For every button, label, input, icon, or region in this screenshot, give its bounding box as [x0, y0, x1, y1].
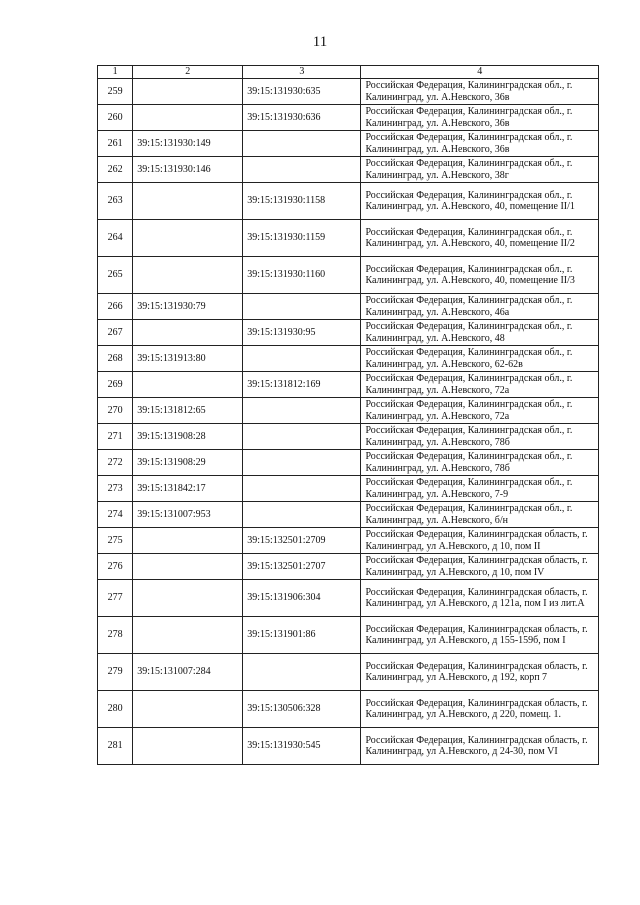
object-number-cell: 39:15:131930:545: [243, 728, 361, 765]
parcel-number-cell: [133, 372, 243, 398]
parcel-number-cell: 39:15:131930:149: [133, 131, 243, 157]
parcel-number-cell: [133, 617, 243, 654]
row-number-cell: 261: [98, 131, 133, 157]
address-cell: Российская Федерация, Калининградская обл., г. Калининград, ул. А.Невского, 40, помещение II/1: [361, 183, 599, 220]
address-cell: Российская Федерация, Калининградская область, г. Калининград, ул А.Невского, д 24-30, пом VI: [361, 728, 599, 765]
parcel-number-cell: 39:15:131842:17: [133, 476, 243, 502]
object-number-cell: 39:15:131812:169: [243, 372, 361, 398]
object-number-cell: 39:15:131930:635: [243, 79, 361, 105]
table-row: [98, 502, 599, 528]
address-cell: Российская Федерация, Калининградская обл., г. Калининград, ул. А.Невского, 72а: [361, 398, 599, 424]
object-number-cell: 39:15:131901:86: [243, 617, 361, 654]
row-number-cell: 271: [98, 424, 133, 450]
table-row: [98, 617, 599, 654]
address-cell: Российская Федерация, Калининградская обл., г. Калининград, ул. А.Невского, 36в: [361, 131, 599, 157]
parcel-number-cell: [133, 691, 243, 728]
row-number-cell: 279: [98, 654, 133, 691]
row-number-cell: 273: [98, 476, 133, 502]
row-number-cell: 260: [98, 105, 133, 131]
table-header-row: [98, 66, 599, 79]
object-number-cell: [243, 346, 361, 372]
table-row: [98, 131, 599, 157]
parcel-number-cell: [133, 257, 243, 294]
table-row: [98, 554, 599, 580]
object-number-cell: [243, 476, 361, 502]
address-cell: Российская Федерация, Калининградская обл., г. Калининград, ул. А.Невского, 36в: [361, 105, 599, 131]
address-cell: Российская Федерация, Калининградская обл., г. Калининград, ул. А.Невского, б/н: [361, 502, 599, 528]
table-row: [98, 476, 599, 502]
row-number-cell: 267: [98, 320, 133, 346]
row-number-cell: 268: [98, 346, 133, 372]
row-number-cell: 280: [98, 691, 133, 728]
address-cell: Российская Федерация, Калининградская обл., г. Калининград, ул. А.Невского, 78б: [361, 450, 599, 476]
object-number-cell: [243, 294, 361, 320]
object-number-cell: 39:15:131930:1160: [243, 257, 361, 294]
row-number-cell: 278: [98, 617, 133, 654]
table-row: [98, 79, 599, 105]
object-number-cell: 39:15:131906:304: [243, 580, 361, 617]
row-number-cell: 272: [98, 450, 133, 476]
table-row: [98, 320, 599, 346]
parcel-number-cell: [133, 554, 243, 580]
table-row: [98, 346, 599, 372]
address-cell: Российская Федерация, Калининградская обл., г. Калининград, ул. А.Невского, 62-62в: [361, 346, 599, 372]
column-header-3: 3: [243, 66, 361, 79]
parcel-number-cell: [133, 183, 243, 220]
parcel-number-cell: [133, 79, 243, 105]
page-number: 11: [312, 34, 328, 50]
address-cell: Российская Федерация, Калининградская область, г. Калининград, ул А.Невского, д 155-159б, пом I: [361, 617, 599, 654]
object-number-cell: 39:15:130506:328: [243, 691, 361, 728]
row-number-cell: 269: [98, 372, 133, 398]
row-number-cell: 259: [98, 79, 133, 105]
object-number-cell: [243, 424, 361, 450]
parcel-number-cell: 39:15:131908:28: [133, 424, 243, 450]
table-row: [98, 105, 599, 131]
parcel-number-cell: 39:15:131930:146: [133, 157, 243, 183]
row-number-cell: 264: [98, 220, 133, 257]
address-cell: Российская Федерация, Калининградская обл., г. Калининград, ул. А.Невского, 72а: [361, 372, 599, 398]
object-number-cell: [243, 450, 361, 476]
row-number-cell: 275: [98, 528, 133, 554]
parcel-number-cell: 39:15:131908:29: [133, 450, 243, 476]
parcel-number-cell: 39:15:131007:953: [133, 502, 243, 528]
registry-table-body: [98, 66, 599, 765]
address-cell: Российская Федерация, Калининградская обл., г. Калининград, ул. А.Невского, 48: [361, 320, 599, 346]
address-cell: Российская Федерация, Калининградская область, г. Калининград, ул А.Невского, д 10, пом II: [361, 528, 599, 554]
address-cell: Российская Федерация, Калининградская обл., г. Калининград, ул. А.Невского, 40, помещение II/2: [361, 220, 599, 257]
address-cell: Российская Федерация, Калининградская область, г. Калининград, ул А.Невского, д 220, помещ. 1.: [361, 691, 599, 728]
address-cell: Российская Федерация, Калининградская область, г. Калининград, ул А.Невского, д 10, пом IV: [361, 554, 599, 580]
table-row: [98, 157, 599, 183]
object-number-cell: [243, 654, 361, 691]
row-number-cell: 276: [98, 554, 133, 580]
row-number-cell: 270: [98, 398, 133, 424]
table-row: [98, 528, 599, 554]
column-header-1: 1: [98, 66, 133, 79]
parcel-number-cell: [133, 320, 243, 346]
table-row: [98, 294, 599, 320]
column-header-4: 4: [361, 66, 599, 79]
table-row: [98, 220, 599, 257]
row-number-cell: 263: [98, 183, 133, 220]
address-cell: Российская Федерация, Калининградская обл., г. Калининград, ул. А.Невского, 36в: [361, 79, 599, 105]
address-cell: Российская Федерация, Калининградская обл., г. Калининград, ул. А.Невского, 78б: [361, 424, 599, 450]
address-cell: Российская Федерация, Калининградская обл., г. Калининград, ул. А.Невского, 40, помещение II/3: [361, 257, 599, 294]
object-number-cell: 39:15:131930:636: [243, 105, 361, 131]
object-number-cell: 39:15:131930:1158: [243, 183, 361, 220]
parcel-number-cell: [133, 728, 243, 765]
parcel-number-cell: [133, 105, 243, 131]
parcel-number-cell: 39:15:131913:80: [133, 346, 243, 372]
object-number-cell: [243, 502, 361, 528]
object-number-cell: 39:15:131930:95: [243, 320, 361, 346]
table-row: [98, 728, 599, 765]
table-row: [98, 183, 599, 220]
address-cell: Российская Федерация, Калининградская область, г. Калининград, ул А.Невского, д 121а, пом I из лит.А: [361, 580, 599, 617]
table-row: [98, 580, 599, 617]
column-header-2: 2: [133, 66, 243, 79]
object-number-cell: [243, 131, 361, 157]
parcel-number-cell: [133, 580, 243, 617]
table-row: [98, 372, 599, 398]
row-number-cell: 265: [98, 257, 133, 294]
address-cell: Российская Федерация, Калининградская обл., г. Калининград, ул. А.Невского, 38г: [361, 157, 599, 183]
object-number-cell: [243, 398, 361, 424]
object-number-cell: 39:15:131930:1159: [243, 220, 361, 257]
registry-table: [97, 65, 599, 765]
row-number-cell: 266: [98, 294, 133, 320]
table-row: [98, 450, 599, 476]
address-cell: Российская Федерация, Калининградская обл., г. Калининград, ул. А.Невского, 46а: [361, 294, 599, 320]
parcel-number-cell: 39:15:131812:65: [133, 398, 243, 424]
table-row: [98, 654, 599, 691]
row-number-cell: 262: [98, 157, 133, 183]
parcel-number-cell: 39:15:131007:284: [133, 654, 243, 691]
object-number-cell: 39:15:132501:2709: [243, 528, 361, 554]
table-row: [98, 424, 599, 450]
address-cell: Российская Федерация, Калининградская область, г. Калининград, ул А.Невского, д 192, корп 7: [361, 654, 599, 691]
row-number-cell: 274: [98, 502, 133, 528]
row-number-cell: 281: [98, 728, 133, 765]
table-row: [98, 257, 599, 294]
parcel-number-cell: 39:15:131930:79: [133, 294, 243, 320]
object-number-cell: 39:15:132501:2707: [243, 554, 361, 580]
parcel-number-cell: [133, 528, 243, 554]
address-cell: Российская Федерация, Калининградская обл., г. Калининград, ул. А.Невского, 7-9: [361, 476, 599, 502]
table-row: [98, 398, 599, 424]
parcel-number-cell: [133, 220, 243, 257]
row-number-cell: 277: [98, 580, 133, 617]
table-row: [98, 691, 599, 728]
object-number-cell: [243, 157, 361, 183]
